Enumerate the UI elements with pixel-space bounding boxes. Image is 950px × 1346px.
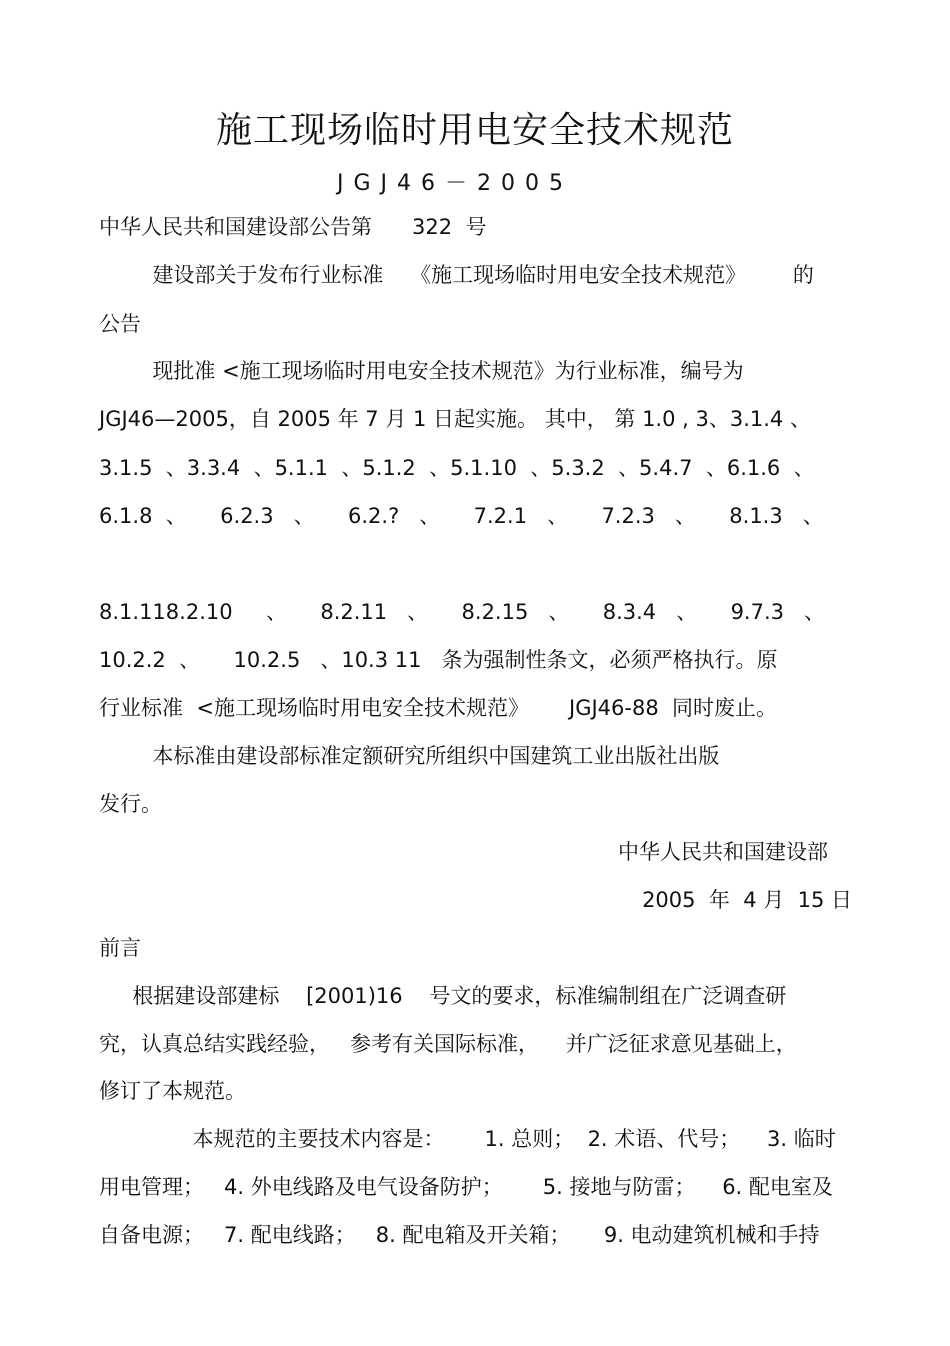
- body-text-line: 用电管理； 4. 外电线路及电气设备防护； 5. 接地与防雷； 6. 配电室及: [99, 1175, 833, 1199]
- body-text-line: 现批准 <施工现场临时用电安全技术规范》为行业标准，编号为: [99, 359, 744, 383]
- section-heading: 前言: [99, 936, 141, 960]
- document-title: 施工现场临时用电安全技术规范: [215, 110, 734, 151]
- body-text-line: 究，认真总结实践经验， 参考有关国际标准， 并广泛征求意见基础上，: [99, 1032, 797, 1056]
- announcement-heading-line: 公告: [99, 312, 141, 336]
- signature-issuer: 中华人民共和国建设部: [618, 840, 828, 864]
- body-text-line: JGJ46—2005，自 2005 年 7 月 1 日起实施。 其中， 第 1.0 , 3、3.1.4 、: [99, 407, 811, 431]
- body-text-line: 自备电源； 7. 配电线路； 8. 配电箱及开关箱； 9. 电动建筑机械和手持: [99, 1223, 820, 1247]
- signature-date: 2005 年 4 月 15 日: [642, 888, 852, 912]
- body-text-line: 本规范的主要技术内容是： 1. 总则； 2. 术语、代号； 3. 临时: [99, 1127, 836, 1151]
- body-text-line: 修订了本规范。: [99, 1079, 246, 1103]
- body-text-line: 发行。: [99, 792, 162, 816]
- body-text-line: 3.1.5 、3.3.4 、5.1.1 、5.1.2 、5.1.10 、5.3.2 、5.4.7 、6.1.6 、: [99, 456, 815, 480]
- body-text-line: 8.1.118.2.10 、 8.2.11 、 8.2.15 、 8.3.4 、 9.7.3 、: [99, 600, 826, 624]
- body-text-line: 根据建设部建标 [2001)16 号文的要求，标准编制组在广泛调查研: [99, 984, 787, 1008]
- body-text-line: 6.1.8 、 6.2.3 、 6.2.? 、 7.2.1 、 7.2.3 、 8.1.3 、: [99, 504, 824, 528]
- body-text-line: 行业标准 <施工现场临时用电安全技术规范》 JGJ46-88 同时废止。: [99, 696, 778, 720]
- body-text-line: 本标准由建设部标准定额研究所组织中国建筑工业出版社出版: [99, 744, 720, 768]
- document-code: JGJ46－2005: [336, 171, 573, 196]
- announcement-heading-line: 建设部关于发布行业标准 《施工现场临时用电安全技术规范》 的: [99, 263, 814, 287]
- announcement-number: 中华人民共和国建设部公告第 322 号: [99, 215, 487, 239]
- body-text-line: 10.2.2 、 10.2.5 、10.3 11 条为强制性条文，必须严格执行。原: [99, 648, 778, 672]
